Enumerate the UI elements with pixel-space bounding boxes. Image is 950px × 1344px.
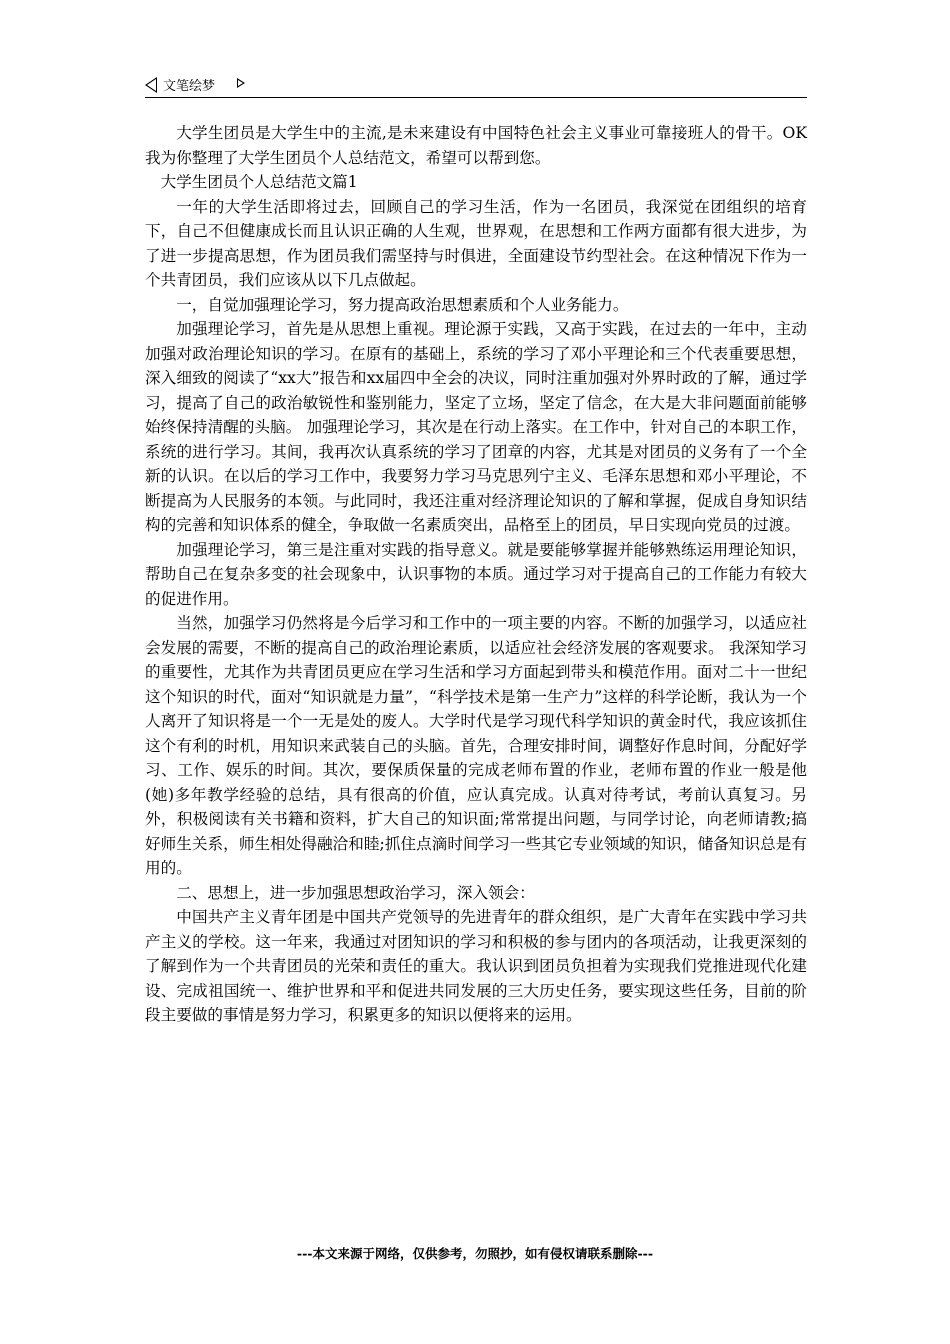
article-subtitle: 大学生团员个人总结范文篇1: [160, 173, 358, 191]
triangle-left-icon: [145, 77, 157, 93]
document-body: [145, 121, 807, 1028]
body-paragraph: 当然，加强学习仍然将是今后学习和工作中的一项主要的内容。不断的加强学习，以适应社会发展的需要，不断的提高自己的政治理论素质，以适应社会经济发展的客观要求。 我深知学习的重要性，尤其作为共青团员更应在学习生活和学习方面起到带头和模范作用。面对二十一世纪这个知识的时代，面对“知识就是力量”，“科学技术是第一生产力”这样的科学论断，我认为一个人离开了知识将是一个一无是处的废人。大学时代是学习现代科学知识的黄金时代，我应该抓住这个有利的时机，用知识来武装自己的头脑。首先，合理安排时间，调整好作息时间，分配好学习、工作、娱乐的时间。其次，要保质保量的完成老师布置的作业，老师布置的作业一般是他(她)多年教学经验的总结，具有很高的价值，应认真完成。认真对待考试，考前认真复习。另外，积极阅读有关书籍和资料，扩大自己的知识面;常常提出问题，与同学讨论，向老师请教;搞好师生关系，师生相处得融洽和睦;抓住点滴时间学习一些其它专业领域的知识，储备知识总是有用的。: [145, 614, 807, 877]
body-paragraph: 加强理论学习，首先是从思想上重视。理论源于实践，又高于实践，在过去的一年中，主动加强对政治理论知识的学习。在原有的基础上，系统的学习了邓小平理论和三个代表重要思想，深入细致的阅读了“xx大”报告和xx届四中全会的决议，同时注重加强对外界时政的了解，通过学习，提高了自己的政治敏锐性和鉴别能力，坚定了立场，坚定了信念，在大是大非问题面前能够始终保持清醒的头脑。 加强理论学习，其次是在行动上落实。在工作中，针对自己的本职工作，系统的进行学习。其间，我再次认真系统的学习了团章的内容，尤其是对团员的义务有了一个全新的认识。在以后的学习工作中，我要努力学习马克思列宁主义、毛泽东思想和邓小平理论，不断提高为人民服务的本领。与此同时，我还注重对经济理论知识的了解和掌握，促成自身知识结构的完善和知识体系的健全，争取做一名素质突出，品格至上的团员，早日实现向党员的过渡。: [145, 320, 807, 534]
intro-paragraph: 大学生团员是大学生中的主流,是未来建设有中国特色社会主义事业可靠接班人的骨干。OK我为你整理了大学生团员个人总结范文，希望可以帮到您。: [145, 124, 807, 167]
page-footer: ---本文来源于网络，仅供参考，勿照抄，如有侵权请联系删除---: [296, 1246, 654, 1261]
triangle-right-icon: [237, 78, 245, 88]
header-brand: 文笔绘梦: [163, 79, 216, 94]
page-header: [145, 72, 807, 98]
section-heading-1: 一，自觉加强理论学习，努力提高政治思想素质和个人业务能力。: [176, 295, 629, 314]
header-divider: [145, 97, 807, 98]
section-heading-2: 二、思想上，进一步加强思想政治学习，深入领会：: [176, 883, 535, 902]
body-paragraph: 加强理论学习，第三是注重对实践的指导意义。就是要能够掌握并能够熟练运用理论知识，帮助自己在复杂多变的社会现象中，认识事物的本质。通过学习对于提高自己的工作能力有较大的促进作用。: [145, 540, 807, 608]
body-paragraph: 一年的大学生活即将过去，回顾自己的学习生活，作为一名团员，我深觉在团组织的培育下，自己不但健康成长而且认识正确的人生观，世界观，在思想和工作两方面都有很大进步，为了进一步提高思想，作为团员我们需坚持与时俱进，全面建设节约型社会。在这种情况下作为一个共青团员，我们应该从以下几点做起。: [145, 197, 807, 289]
body-paragraph: 中国共产主义青年团是中国共产党领导的先进青年的群众组织，是广大青年在实践中学习共产主义的学校。这一年来，我通过对团知识的学习和积极的参与团内的各项活动，让我更深刻的了解到作为一个共青团员的光荣和责任的重大。我认识到团员负担着为实现我们党推进现代化建设、完成祖国统一、维护世界和平和促进共同发展的三大历史任务，要实现这些任务，目前的阶段主要做的事情是努力学习，积累更多的知识以便将来的运用。: [145, 908, 807, 1024]
